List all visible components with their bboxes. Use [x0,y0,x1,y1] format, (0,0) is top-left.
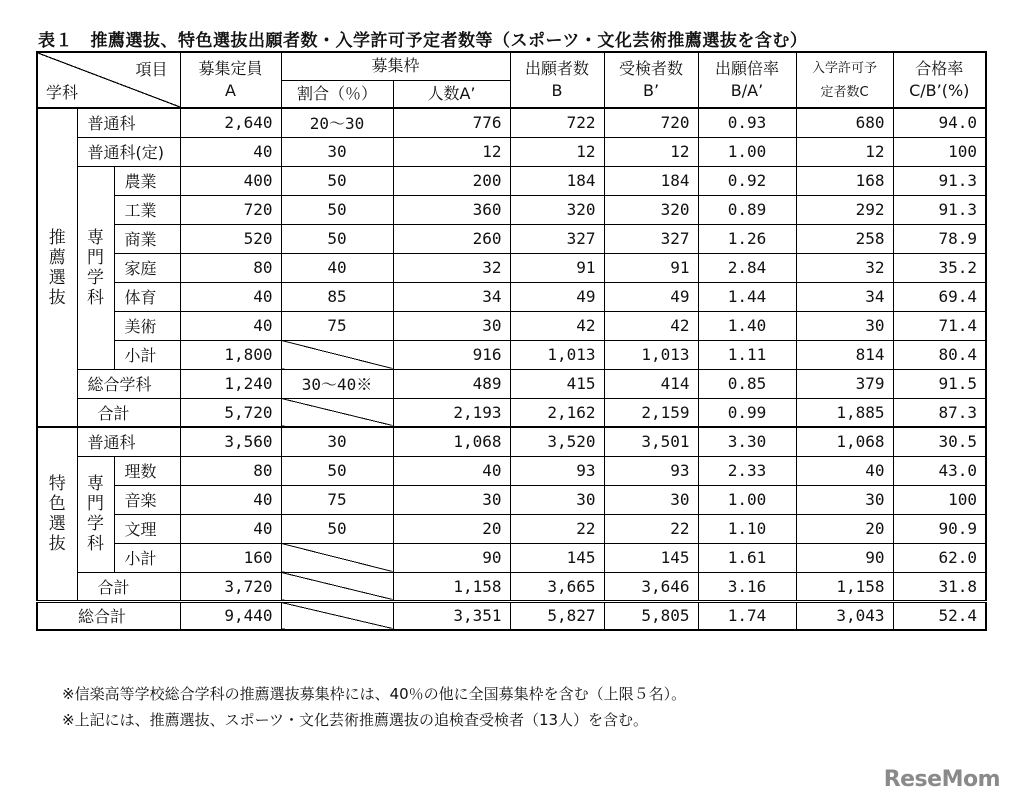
header-quota: 募集枠 [281,52,510,80]
table-title: 表１ 推薦選抜、特色選抜出願者数・入学許可予定者数等（スポーツ・文化芸術推薦選抜を含む） [38,31,808,51]
table-row: 総合学科 1,240 30～40※ 489 415 414 0.85 379 91.5 [37,369,986,398]
table-row: 専門学科 農業 400 50 200 184 184 0.92 168 91.3 [37,166,986,195]
header-applicants: 出願者数 B [510,52,604,108]
group-label-senmon: 専門学科 [77,456,114,572]
table-row: 体育 40 85 34 49 49 1.44 34 69.4 [37,282,986,311]
header-quota-ratio: 割合（％） [281,80,393,108]
header-pass-rate: 合格率 C/B’(%) [893,52,986,108]
row-label: 合計 [77,572,180,601]
row-label: 音楽 [114,485,180,514]
row-label: 小計 [114,543,180,572]
header-examinees: 受検者数 B’ [604,52,698,108]
table-row: 合計 5,720 2,193 2,162 2,159 0.99 1,885 87.3 [37,398,986,427]
row-label: 美術 [114,311,180,340]
table-row: 商業 520 50 260 327 327 1.26 258 78.9 [37,224,986,253]
empty-diagonal-cell [281,572,393,601]
empty-diagonal-cell [281,543,393,572]
footnote: ※上記には、推薦選抜、スポーツ・文化芸術推薦選抜の追検査受検者（13人）を含む。 [62,711,649,729]
admission-statistics-table [36,51,987,631]
table-row: 普通科(定) 40 30 12 12 12 1.00 12 100 [37,137,986,166]
table-row: 小計 1,800 916 1,013 1,013 1.11 814 80.4 [37,340,986,369]
row-label: 家庭 [114,253,180,282]
corner-item-label: 項目 [135,60,168,79]
row-label: 小計 [114,340,180,369]
table-row: 特色選抜 普通科 3,560 30 1,068 3,520 3,501 3.30 1,068 30.5 [37,427,986,456]
table-row-grand-total: 総合計 9,440 3,351 5,827 5,805 1.74 3,043 52.4 [37,601,986,630]
row-label: 総合学科 [77,369,180,398]
resemom-watermark-logo: ReseMom [883,767,1000,792]
empty-diagonal-cell [281,340,393,369]
table-row: 音楽 40 75 30 30 30 1.00 30 100 [37,485,986,514]
row-label: 文理 [114,514,180,543]
empty-diagonal-cell [281,398,393,427]
group-label-suisen: 推薦選抜 [37,108,77,427]
row-label: 普通科(定) [77,137,180,166]
empty-diagonal-cell [281,601,393,630]
corner-header [37,52,180,108]
row-label: 理数 [114,456,180,485]
table-row: 工業 720 50 360 320 320 0.89 292 91.3 [37,195,986,224]
row-label: 商業 [114,224,180,253]
group-label-tokushoku: 特色選抜 [37,427,77,601]
header-ratio: 出願倍率 B/A’ [698,52,796,108]
header-capacity: 募集定員 A [180,52,281,108]
table-row: 文理 40 50 20 22 22 1.10 20 90.9 [37,514,986,543]
footnote: ※信楽高等学校総合学科の推薦選抜募集枠には、40％の他に全国募集枠を含む（上限５名）。 [62,685,687,703]
table-row: 専門学科 理数 80 50 40 93 93 2.33 40 43.0 [37,456,986,485]
row-label: 普通科 [77,427,180,456]
group-label-senmon: 専門学科 [77,166,114,369]
row-label: 工業 [114,195,180,224]
row-label: 農業 [114,166,180,195]
row-label: 体育 [114,282,180,311]
row-label: 普通科 [77,108,180,137]
table-row: 美術 40 75 30 42 42 1.40 30 71.4 [37,311,986,340]
table-row: 家庭 80 40 32 91 91 2.84 32 35.2 [37,253,986,282]
footnotes [62,681,686,733]
header-quota-count: 人数A’ [393,80,510,108]
table-row: 小計 160 90 145 145 1.61 90 62.0 [37,543,986,572]
table-row: 合計 3,720 1,158 3,665 3,646 3.16 1,158 31.8 [37,572,986,601]
row-label: 総合計 [37,601,180,630]
header-admit: 入学許可予 定者数C [796,52,893,108]
table-row: 推薦選抜 普通科 2,640 20～30 776 722 720 0.93 680 94.0 [37,108,986,137]
row-label: 合計 [77,398,180,427]
corner-dept-label: 学科 [46,83,79,102]
